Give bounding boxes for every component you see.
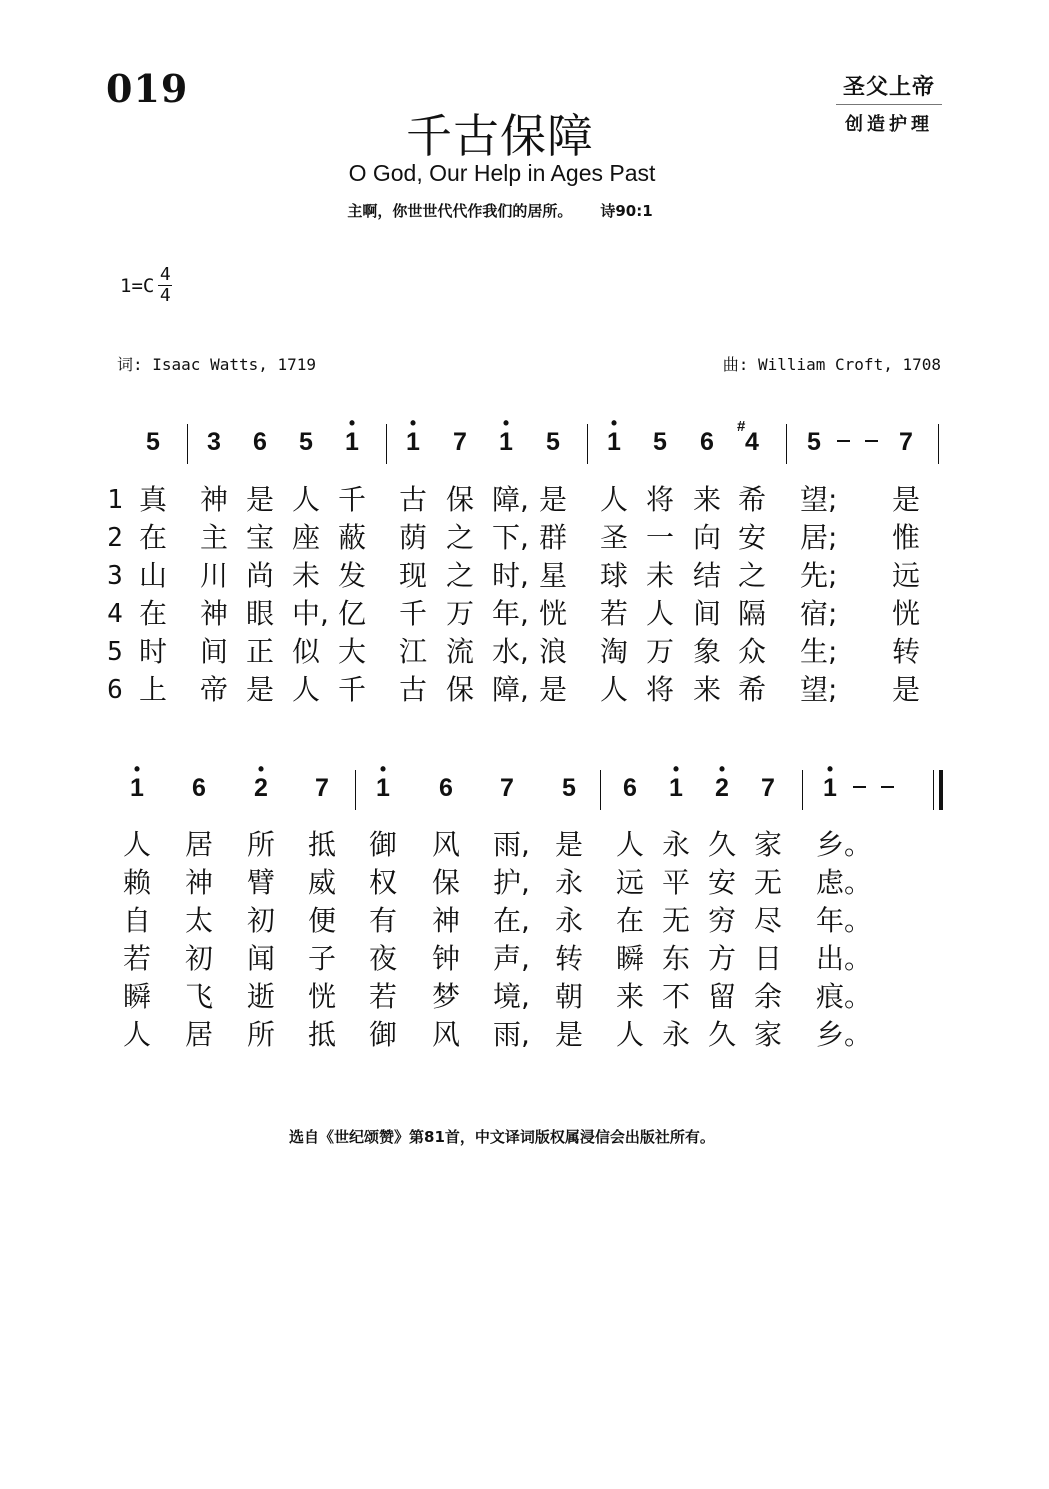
lyric-syllable: 不 [662, 980, 691, 1013]
lyric-syllable: 雨, [493, 1018, 530, 1051]
lyric-syllable: 太 [185, 904, 214, 937]
lyric-syllable: 宿; [800, 597, 838, 630]
lyric-syllable: 时, [492, 559, 529, 592]
lyric-syllable: 痕。 [816, 980, 873, 1013]
melody-2-note [431, 774, 461, 803]
high-octave-dot: • [826, 759, 834, 779]
lyric-syllable: 荫 [399, 521, 428, 554]
lyric-syllable: 逝 [247, 980, 276, 1013]
melody-1-note [538, 428, 568, 457]
note-digit: 6 [700, 428, 714, 456]
lyric-syllable: 尚 [246, 559, 275, 592]
sustain-dash [837, 440, 850, 442]
lyric-syllable: 将 [646, 483, 675, 516]
note-digit: 2 [254, 774, 268, 802]
lyric-syllable: 平 [662, 866, 691, 899]
lyric-syllable: 无 [754, 866, 783, 899]
lyric-syllable: 将 [646, 673, 675, 706]
note-digit: 7 [500, 774, 514, 802]
note-digit: 6 [192, 774, 206, 802]
lyric-syllable: 年, [492, 597, 529, 630]
lyric-syllable: 亿 [338, 597, 367, 630]
lyric-syllable: 保 [446, 673, 475, 706]
lyric-syllable: 子 [308, 942, 337, 975]
lyric-syllable: 安 [708, 866, 737, 899]
melody-1-note [199, 428, 229, 457]
barline [600, 770, 601, 810]
lyric-syllable: 护, [493, 866, 530, 899]
scripture-text: 主啊，你世世代代作我们的居所。 [347, 202, 573, 220]
lyrics-block-1 [0, 481, 1049, 709]
category-main: 圣父上帝 [836, 70, 942, 105]
lyric-syllable: 是 [539, 483, 568, 516]
lyric-syllable: 年。 [816, 904, 873, 937]
lyric-syllable: 久 [708, 828, 737, 861]
lyric-syllable: 初 [185, 942, 214, 975]
lyric-syllable: 留 [708, 980, 737, 1013]
lyric-syllable: 之 [446, 521, 475, 554]
high-octave-dot: • [718, 759, 726, 779]
barline [187, 424, 188, 464]
note-digit: 1 [607, 428, 621, 456]
lyric-syllable: 是 [246, 673, 275, 706]
lyric-syllable: 帝 [200, 673, 229, 706]
lyric-syllable: 保 [446, 483, 475, 516]
note-digit: 1 [499, 428, 513, 456]
note-digit: 5 [546, 428, 560, 456]
lyric-syllable: 千 [338, 483, 367, 516]
lyric-syllable: 是 [555, 1018, 584, 1051]
lyric-syllable: 自 [123, 904, 152, 937]
barline [355, 770, 356, 810]
lyric-syllable: 象 [693, 635, 722, 668]
verse-number: 4 [107, 599, 123, 629]
lyric-row [0, 519, 1049, 557]
lyric-syllable: 人 [292, 673, 321, 706]
time-numerator: 4 [159, 264, 171, 285]
lyric-syllable: 出。 [816, 942, 873, 975]
lyric-syllable: 发 [338, 559, 367, 592]
scripture-verse [0, 200, 1000, 221]
lyric-syllable: 在 [616, 904, 645, 937]
lyric-syllable: 神 [200, 597, 229, 630]
lyric-syllable: 夜 [369, 942, 398, 975]
lyric-syllable: 人 [600, 673, 629, 706]
hymn-number: 019 [106, 66, 189, 111]
note-digit: 1 [130, 774, 144, 802]
high-octave-dot: • [133, 759, 141, 779]
lyric-syllable: 御 [369, 828, 398, 861]
lyric-syllable: 来 [693, 673, 722, 706]
lyric-syllable: 似 [292, 635, 321, 668]
lyric-syllable: 有 [369, 904, 398, 937]
note-digit: 1 [376, 774, 390, 802]
melody-2-note [707, 759, 737, 803]
barline [939, 770, 943, 810]
lyric-syllable: 中, [292, 597, 329, 630]
lyric-syllable: 希 [738, 673, 767, 706]
note-digit: 6 [253, 428, 267, 456]
lyric-syllable: 臂 [247, 866, 276, 899]
lyric-syllable: 主 [200, 521, 229, 554]
note-digit: 5 [299, 428, 313, 456]
lyric-syllable: 尽 [754, 904, 783, 937]
lyric-syllable: 所 [247, 828, 276, 861]
lyric-syllable: 永 [662, 828, 691, 861]
high-octave-dot: • [502, 413, 510, 433]
lyric-row [0, 940, 1049, 978]
lyric-syllable: 大 [338, 635, 367, 668]
sustain-dash [865, 440, 878, 442]
lyric-syllable: 隔 [738, 597, 767, 630]
melody-2-note [753, 774, 783, 803]
melody-1-note [645, 428, 675, 457]
lyric-syllable: 保 [432, 866, 461, 899]
hymn-title-english: O God, Our Help in Ages Past [348, 160, 656, 186]
lyric-syllable: 声, [493, 942, 530, 975]
lyric-syllable: 飞 [185, 980, 214, 1013]
lyric-syllable: 座 [292, 521, 321, 554]
note-digit: 1 [406, 428, 420, 456]
lyric-syllable: 久 [708, 1018, 737, 1051]
time-denominator: 4 [159, 285, 171, 306]
melody-2-note [815, 759, 845, 803]
lyric-syllable: 向 [693, 521, 722, 554]
melody-2-note [307, 774, 337, 803]
note-digit: 6 [623, 774, 637, 802]
lyric-syllable: 人 [616, 828, 645, 861]
lyric-syllable: 在 [139, 597, 168, 630]
lyric-syllable: 家 [754, 828, 783, 861]
lyric-syllable: 风 [432, 828, 461, 861]
lyric-syllable: 安 [738, 521, 767, 554]
lyric-syllable: 千 [338, 673, 367, 706]
lyric-syllable: 淘 [600, 635, 629, 668]
lyric-syllable: 希 [738, 483, 767, 516]
lyric-syllable: 下, [492, 521, 529, 554]
melody-1-note [891, 428, 921, 457]
lyric-syllable: 球 [600, 559, 629, 592]
lyric-syllable: 居; [800, 521, 838, 554]
lyric-syllable: 居 [185, 828, 214, 861]
lyric-syllable: 宝 [246, 521, 275, 554]
lyric-syllable: 瞬 [616, 942, 645, 975]
lyric-syllable: 乡。 [816, 828, 873, 861]
lyric-syllable: 瞬 [123, 980, 152, 1013]
melody-2-note [554, 774, 584, 803]
lyric-syllable: 无 [662, 904, 691, 937]
note-digit: 3 [207, 428, 221, 456]
lyric-syllable: 人 [600, 483, 629, 516]
melody-1-note [491, 413, 521, 457]
lyric-syllable: 虑。 [816, 866, 873, 899]
melody-2-note [492, 774, 522, 803]
composer-credit: 曲: William Croft, 1708 [722, 355, 941, 374]
lyric-syllable: 转 [555, 942, 584, 975]
barline [938, 424, 939, 464]
note-digit: 7 [315, 774, 329, 802]
note-digit: 4 [745, 428, 759, 456]
scripture-reference: 诗90:1 [600, 202, 653, 220]
high-octave-dot: • [379, 759, 387, 779]
note-digit: 5 [562, 774, 576, 802]
lyric-syllable: 若 [123, 942, 152, 975]
lyric-syllable: 未 [292, 559, 321, 592]
lyric-syllable: 转 [892, 635, 921, 668]
lyric-syllable: 未 [646, 559, 675, 592]
melody-1-note [245, 428, 275, 457]
lyric-syllable: 风 [432, 1018, 461, 1051]
lyric-syllable: 若 [369, 980, 398, 1013]
note-digit: 5 [146, 428, 160, 456]
copyright-footer: 选自《世纪颂赞》第81首，中文译词版权属浸信会出版社所有。 [289, 1128, 715, 1146]
lyric-syllable: 远 [616, 866, 645, 899]
lyric-syllable: 江 [399, 635, 428, 668]
lyric-syllable: 东 [662, 942, 691, 975]
lyric-syllable: 间 [693, 597, 722, 630]
lyric-syllable: 永 [555, 904, 584, 937]
melody-2-note [661, 759, 691, 803]
melody-line-2 [0, 759, 1049, 810]
note-digit: 1 [345, 428, 359, 456]
note-digit: 2 [715, 774, 729, 802]
lyric-syllable: 之 [738, 559, 767, 592]
lyric-syllable: 方 [708, 942, 737, 975]
verse-number: 3 [107, 561, 123, 591]
lyric-syllable: 浪 [539, 635, 568, 668]
lyric-syllable: 穷 [708, 904, 737, 937]
lyric-syllable: 古 [399, 673, 428, 706]
lyric-syllable: 初 [247, 904, 276, 937]
lyric-syllable: 朝 [555, 980, 584, 1013]
time-signature [158, 266, 172, 305]
lyric-syllable: 神 [200, 483, 229, 516]
barline [587, 424, 588, 464]
lyric-syllable: 是 [892, 673, 921, 706]
lyrics-block-2 [0, 826, 1049, 1054]
lyric-syllable: 万 [446, 597, 475, 630]
hymn-title-chinese: 千古保障 [406, 109, 594, 163]
lyric-syllable: 生; [800, 635, 838, 668]
lyric-syllable: 日 [754, 942, 783, 975]
lyric-syllable: 御 [369, 1018, 398, 1051]
verse-number: 1 [107, 485, 123, 515]
melody-1-note [291, 428, 321, 457]
lyric-syllable: 家 [754, 1018, 783, 1051]
lyric-syllable: 钟 [432, 942, 461, 975]
key-signature [120, 266, 172, 305]
lyric-syllable: 权 [369, 866, 398, 899]
lyric-syllable: 远 [892, 559, 921, 592]
melody-1-note [692, 428, 722, 457]
lyric-syllable: 来 [616, 980, 645, 1013]
lyric-row [0, 671, 1049, 709]
melody-2-note [615, 774, 645, 803]
lyric-syllable: 威 [308, 866, 337, 899]
note-digit: 6 [439, 774, 453, 802]
note-digit: 7 [899, 428, 913, 456]
note-digit: 5 [807, 428, 821, 456]
melody-1-note [445, 428, 475, 457]
lyric-syllable: 若 [600, 597, 629, 630]
lyric-row [0, 557, 1049, 595]
category-sub: 创造护理 [845, 114, 933, 135]
lyric-row [0, 978, 1049, 1016]
melody-1-note [138, 428, 168, 457]
melody-2-note [184, 774, 214, 803]
lyric-syllable: 障, [492, 673, 529, 706]
verse-number: 2 [107, 523, 123, 553]
lyric-syllable: 山 [139, 559, 168, 592]
lyric-row [0, 595, 1049, 633]
lyric-syllable: 真 [139, 483, 168, 516]
lyric-syllable: 乡。 [816, 1018, 873, 1051]
lyric-syllable: 时 [139, 635, 168, 668]
high-octave-dot: • [257, 759, 265, 779]
verse-number: 5 [107, 637, 123, 667]
lyric-syllable: 余 [754, 980, 783, 1013]
lyric-row [0, 633, 1049, 671]
lyric-syllable: 人 [123, 828, 152, 861]
lyric-syllable: 间 [200, 635, 229, 668]
barline [786, 424, 787, 464]
melody-1-note [599, 413, 629, 457]
melody-1-note [799, 428, 829, 457]
melody-2-note [246, 759, 276, 803]
lyric-row [0, 864, 1049, 902]
high-octave-dot: • [409, 413, 417, 433]
melody-2-note [368, 759, 398, 803]
lyric-syllable: 现 [399, 559, 428, 592]
note-digit: 1 [823, 774, 837, 802]
lyric-syllable: 水, [492, 635, 529, 668]
barline [933, 770, 934, 810]
lyric-syllable: 所 [247, 1018, 276, 1051]
sharp-accidental: # [737, 418, 746, 435]
lyric-syllable: 川 [200, 559, 229, 592]
lyric-syllable: 闻 [247, 942, 276, 975]
lyric-row [0, 826, 1049, 864]
lyric-syllable: 恍 [892, 597, 921, 630]
lyric-syllable: 群 [539, 521, 568, 554]
lyric-syllable: 人 [123, 1018, 152, 1051]
melody-1-note [737, 418, 767, 457]
key-label: 1=C [120, 274, 155, 297]
lyric-row [0, 481, 1049, 519]
lyric-syllable: 永 [662, 1018, 691, 1051]
lyric-syllable: 居 [185, 1018, 214, 1051]
lyric-syllable: 望; [800, 673, 838, 706]
lyric-syllable: 之 [446, 559, 475, 592]
lyric-syllable: 是 [246, 483, 275, 516]
lyric-syllable: 上 [139, 673, 168, 706]
lyric-syllable: 人 [616, 1018, 645, 1051]
note-digit: 7 [453, 428, 467, 456]
lyric-syllable: 赖 [123, 866, 152, 899]
lyricist-credit: 词: Isaac Watts, 1719 [117, 355, 317, 374]
lyric-syllable: 梦 [432, 980, 461, 1013]
lyric-syllable: 星 [539, 559, 568, 592]
lyric-syllable: 抵 [308, 828, 337, 861]
lyric-syllable: 神 [185, 866, 214, 899]
lyric-syllable: 恍 [308, 980, 337, 1013]
lyric-syllable: 在 [139, 521, 168, 554]
melody-1-note [398, 413, 428, 457]
barline [386, 424, 387, 464]
lyric-syllable: 在, [493, 904, 530, 937]
lyric-syllable: 永 [555, 866, 584, 899]
lyric-syllable: 人 [292, 483, 321, 516]
lyric-syllable: 境, [493, 980, 530, 1013]
lyric-syllable: 正 [246, 635, 275, 668]
lyric-syllable: 一 [646, 521, 675, 554]
lyric-syllable: 是 [555, 828, 584, 861]
lyric-syllable: 先; [800, 559, 838, 592]
lyric-syllable: 抵 [308, 1018, 337, 1051]
high-octave-dot: • [610, 413, 618, 433]
lyric-row [0, 902, 1049, 940]
lyric-syllable: 人 [646, 597, 675, 630]
lyric-syllable: 是 [892, 483, 921, 516]
lyric-syllable: 恍 [539, 597, 568, 630]
note-digit: 7 [761, 774, 775, 802]
sustain-dash [853, 786, 866, 788]
melody-line-1 [0, 413, 1049, 464]
lyric-syllable: 圣 [600, 521, 629, 554]
lyric-syllable: 雨, [493, 828, 530, 861]
lyric-syllable: 万 [646, 635, 675, 668]
lyric-syllable: 千 [399, 597, 428, 630]
note-digit: 5 [653, 428, 667, 456]
lyric-syllable: 神 [432, 904, 461, 937]
lyric-syllable: 蔽 [338, 521, 367, 554]
lyric-syllable: 古 [399, 483, 428, 516]
lyric-syllable: 是 [539, 673, 568, 706]
lyric-row [0, 1016, 1049, 1054]
melody-2-note [122, 759, 152, 803]
lyric-syllable: 结 [693, 559, 722, 592]
note-digit: 1 [669, 774, 683, 802]
lyric-syllable: 流 [446, 635, 475, 668]
lyric-syllable: 便 [308, 904, 337, 937]
melody-1-note [337, 413, 367, 457]
lyric-syllable: 望; [800, 483, 838, 516]
sustain-dash [881, 786, 894, 788]
high-octave-dot: • [348, 413, 356, 433]
verse-number: 6 [107, 675, 123, 705]
lyric-syllable: 来 [693, 483, 722, 516]
lyric-syllable: 众 [738, 635, 767, 668]
lyric-syllable: 障, [492, 483, 529, 516]
barline [802, 770, 803, 810]
high-octave-dot: • [672, 759, 680, 779]
lyric-syllable: 惟 [892, 521, 921, 554]
lyric-syllable: 眼 [246, 597, 275, 630]
